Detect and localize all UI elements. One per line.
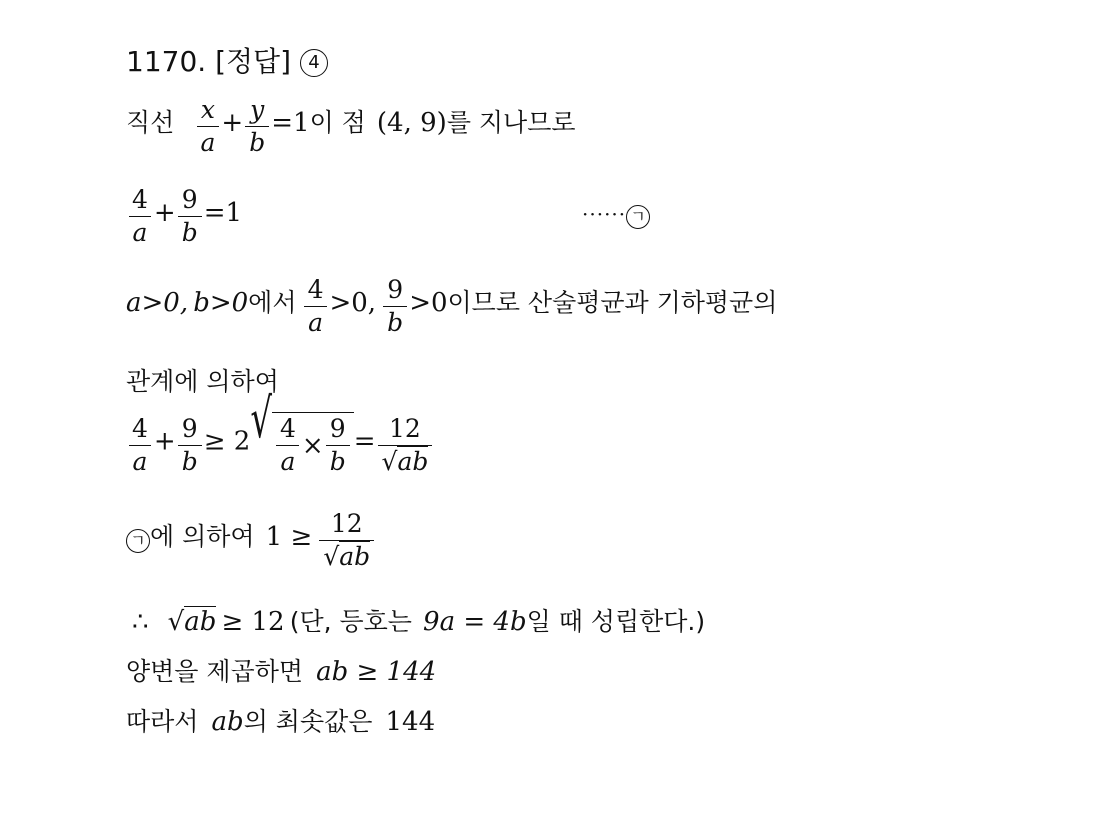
point-coords: (4, 9) [376,108,447,138]
frac-num: 9 [387,275,404,304]
line-1: 직선 $\frac{x}{a}$ + $\frac{y}{b}$ =1이 점 (4, 9)를 지나므로 [126,95,576,157]
line8-expr: ab ≥ 144 [316,657,437,687]
root-ab: ab [184,607,217,637]
therefore-sign: ∴ [132,607,149,637]
frac-den: b [178,216,202,249]
line1-mid: 이 점 [309,108,366,137]
root-ab: ab [339,542,371,571]
problem-header [126,40,328,80]
line1-prefix: 직선 [126,108,175,137]
problem-number: 1170. [126,45,207,78]
circled-tag-label: ㄱ [630,206,646,226]
fraction-9-over-b [178,413,202,478]
fraction-4-over-a [276,413,300,478]
answer-choice-circled [300,49,328,77]
line3-text2: 이므로 산술평균과 기하평균의 [447,288,778,317]
frac-num: 4 [307,275,324,304]
frac-den: a [129,445,152,478]
line6-lhs: 1 ≥ [265,522,313,552]
root-ab: ab [397,446,429,476]
line4-text: 관계에 의하여 [126,367,279,396]
gt-zero-1: >0, [329,288,377,318]
frac-den: a [276,445,299,478]
line8-text: 양변을 제곱하면 [126,657,303,686]
frac-den: b [178,445,202,478]
fraction-12-over-sqrt-ab [378,413,433,478]
line-7: ∴ √ab ≥ 12 (단, 등호는 9a = 4b일 때 성립한다.) [132,607,706,637]
line-5: $\frac{4}{a}$ + $\frac{9}{b}$ ≥ 2 √ $\frac{4}{a}$ × $\frac{9}{b}$ = $\frac{12}{√ab}$ [126,412,434,478]
line6-text: 에 의하여 [150,522,255,551]
fraction-9-over-b [326,413,350,478]
circled-tag-label: ㄱ [130,530,146,550]
fraction-4-over-a [128,413,152,478]
frac-den: b [326,445,350,478]
fraction-9-over-b [383,274,407,339]
equality-condition: 9a = 4b [423,607,527,637]
fraction-12-over-sqrt-ab [319,508,374,573]
frac-den: √ab [319,540,374,573]
frac-num: 12 [330,509,363,538]
condition-b: b>0 [193,288,249,318]
frac-num: 9 [329,414,346,443]
frac-num: 4 [279,414,296,443]
line-6 [126,508,376,573]
line1-suffix: 를 지나므로 [446,108,576,137]
equation-tag-1 [582,202,650,229]
line1-rhs: 1 [293,108,310,138]
line9-var: ab [211,707,244,737]
frac-num: x [200,95,215,124]
frac-den: a [197,126,220,159]
line-3 [126,274,777,339]
circled-tag [626,205,650,229]
frac-den: a [304,306,327,339]
frac-num: 9 [181,413,198,443]
line2-rhs: 1 [225,198,243,228]
answer-choice-number: 4 [308,52,320,73]
ge-two: ≥ 2 [203,426,251,457]
gt-zero-2: >0 [409,288,448,318]
circled-tag [126,529,150,553]
condition-a: a>0, [126,288,189,318]
fraction-9-over-b [178,184,202,249]
frac-den: a [129,216,152,249]
frac-den: b [245,126,269,159]
frac-num: 4 [132,413,148,443]
line7-rhs: ≥ 12 [221,607,285,637]
line3-text1: 에서 [248,288,297,317]
fraction-4-over-a [304,274,328,339]
leader-dots: ······ [582,202,627,226]
line-8 [126,652,436,688]
frac-num: 9 [181,185,198,214]
line7-note1: (단, 등호는 [289,607,412,636]
fraction-4-over-a [128,184,152,249]
line7-note2: 일 때 성립한다.) [526,607,706,636]
frac-num: 12 [389,413,421,443]
minimum-value: 144 [385,707,436,737]
frac-den: √ab [378,445,433,478]
square-root: √ $\frac{4}{a}$ × $\frac{9}{b}$ [250,412,353,478]
line9-text1: 따라서 [126,707,199,736]
answer-label: [정답] [215,45,292,78]
line9-text2: 의 최솟값은 [243,707,373,736]
fraction-y-over-b [245,94,269,159]
fraction-x-over-a [197,94,220,159]
frac-num: y [250,95,265,124]
line-9 [126,702,435,738]
frac-den: b [383,306,407,339]
frac-num: 4 [132,185,148,214]
line-2: $\frac{4}{a}$ + $\frac{9}{b}$ =1 [126,184,242,249]
